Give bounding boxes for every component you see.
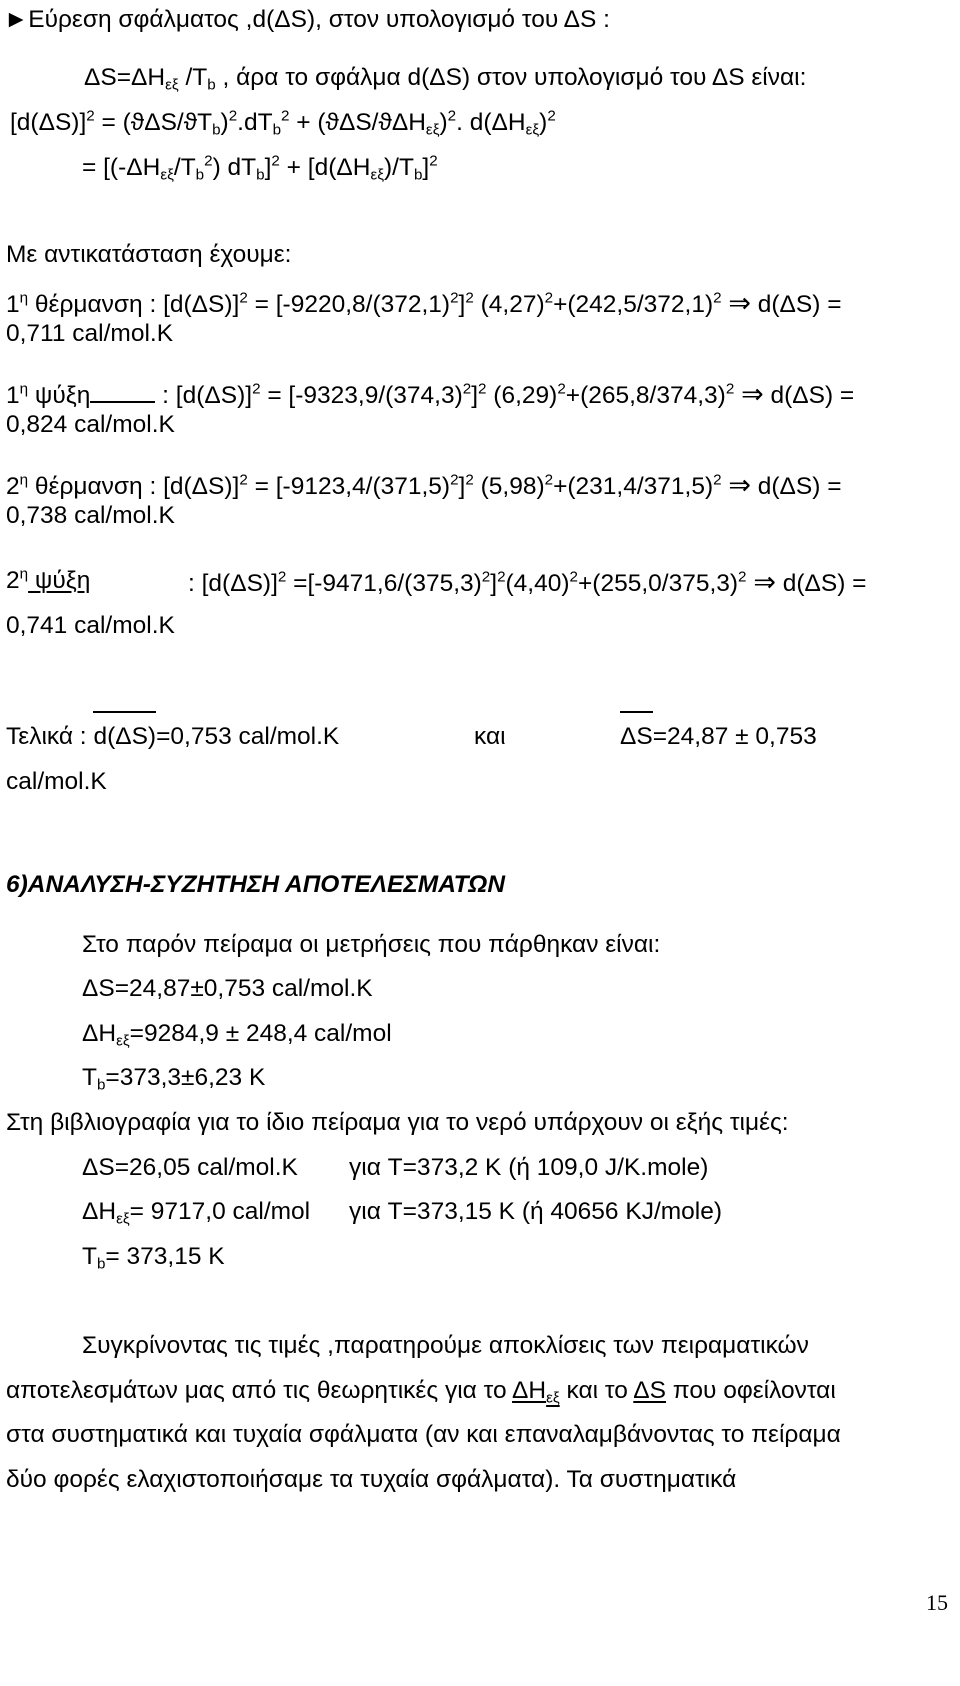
section-heading-analysis: 6)ΑΝΑΛΥΣΗ-ΣΥΖΗΤΗΣΗ ΑΠΟΤΕΛΕΣΜΑΤΩΝ <box>6 871 506 898</box>
implies-symbol: ⇒ <box>728 470 751 500</box>
cooling-2-result: 0,741 cal/mol.K <box>6 612 175 639</box>
cooling-2-formula: : $[d(\Delta S)]^2 =[-9471,6/(375,3)^2]^2(4,40)^2+(255,0/375,3)^2$ ⇒ d(ΔS) = <box>188 567 867 597</box>
cooling-1-result: 0,824 cal/mol.K <box>6 411 175 438</box>
final-entropy-result: ΔS=24,87 ± 0,753 <box>620 723 817 750</box>
literature-entropy: ΔS=26,05 cal/mol.K <box>82 1154 298 1181</box>
implies-symbol: ⇒ <box>753 567 776 597</box>
page-number: 15 <box>926 1590 948 1615</box>
section-heading-error-calculation: ►Εύρεση σφάλματος ,d(ΔS), στον υπολογισμό του ΔS : <box>4 6 610 33</box>
conjunction-and: και <box>474 723 506 750</box>
measurements-intro: Στο παρόν πείραμα οι μετρήσεις που πάρθηκαν είναι: <box>82 931 661 958</box>
final-error-result: Τελικά : d(ΔS)=0,753 cal/mol.K <box>6 723 340 750</box>
measured-boiling-point: $T_b=373,3\pm 6,23$ K <box>82 1064 266 1094</box>
heating-1-calculation: $1^\eta$ θέρμανση : $[d(\Delta S)]^2 = [-9220,8/(372,1)^2]^2$ $(4,27)^2+(242,5/372,1)^2$ ⇒ d(ΔS) = <box>6 288 842 318</box>
final-entropy-unit: cal/mol.K <box>6 768 107 795</box>
error-propagation-formula: $[d(\Delta S)]^2 = (ϑ\Delta S/ϑT_b)^2.dT_b^2 + (ϑ\Delta S/ϑ\Delta H_{\varepsilon\xi})^2$. $d(\Delta H_{\varepsilon\xi})^2$ <box>10 107 556 139</box>
implies-symbol: ⇒ <box>728 288 751 318</box>
implies-symbol: ⇒ <box>741 379 764 409</box>
overlined-mean: ΔS <box>620 723 653 750</box>
literature-intro: Στη βιβλιογραφία για το ίδιο πείραμα για το νερό υπάρχουν οι εξής τιμές: <box>6 1109 789 1136</box>
literature-enthalpy-condition: για T=373,15 K (ή 40656 KJ/mole) <box>349 1198 723 1225</box>
literature-entropy-condition: για T=373,2 K (ή 109,0 J/K.mole) <box>349 1154 709 1181</box>
overlined-mean: d(ΔS) <box>93 723 157 750</box>
discussion-line-2: αποτελεσμάτων μας από τις θεωρητικές για το $\Delta H_{\varepsilon\xi}$ και το ΔS που οφείλονται <box>6 1377 836 1407</box>
entropy-definition-line: $\Delta S=\Delta H_{\varepsilon\xi}$ $/T_b$ , άρα το σφάλμα d(ΔS) στον υπολογισμό του ΔS είναι: <box>84 64 807 94</box>
error-propagation-expanded: = $[(-\Delta H_{\varepsilon\xi}/T_b^2) dT_b]^2 + [d(\Delta H_{\varepsilon\xi})/T_b]^2$ <box>82 152 438 184</box>
underline-blank <box>90 400 155 403</box>
heating-2-calculation: $2^\eta$ θέρμανση : $[d(\Delta S)]^2 = [-9123,4/(371,5)^2]^2$ $(5,98)^2+(231,4/371,5)^2$ ⇒ d(ΔS) = <box>6 470 842 500</box>
discussion-line-3: στα συστηματικά και τυχαία σφάλματα (αν και επαναλαμβάνοντας το πείραμα <box>6 1421 841 1448</box>
literature-boiling-point: $T_b= 373,15$ K <box>82 1243 225 1273</box>
measured-entropy: ΔS=24,87±0,753 cal/mol.K <box>82 975 373 1002</box>
literature-enthalpy: $\Delta H_{\varepsilon\xi}= 9717,0$ cal/mol <box>82 1198 311 1228</box>
substitution-intro: Με αντικατάσταση έχουμε: <box>6 241 292 268</box>
cooling-1-calculation: $1^\eta$ ψύξη : $[d(\Delta S)]^2 = [-9323,9/(374,3)^2]^2$ $(6,29)^2+(265,8/374,3)^2$ ⇒ d(ΔS) = <box>6 379 855 409</box>
cooling-2-calculation: $2^\eta$ ψύξη <box>6 565 91 594</box>
heating-1-result: 0,711 cal/mol.K <box>6 320 174 347</box>
discussion-line-1: Συγκρίνοντας τις τιμές ,παρατηρούμε αποκλίσεις των πειραματικών <box>82 1332 809 1359</box>
discussion-line-4: δύο φορές ελαχιστοποιήσαμε τα τυχαία σφάλματα). Τα συστηματικά <box>6 1466 737 1493</box>
heating-2-result: 0,738 cal/mol.K <box>6 502 175 529</box>
measured-enthalpy: $\Delta H_{\varepsilon\xi}=9284,9 \pm 248,4$ cal/mol <box>82 1020 392 1050</box>
